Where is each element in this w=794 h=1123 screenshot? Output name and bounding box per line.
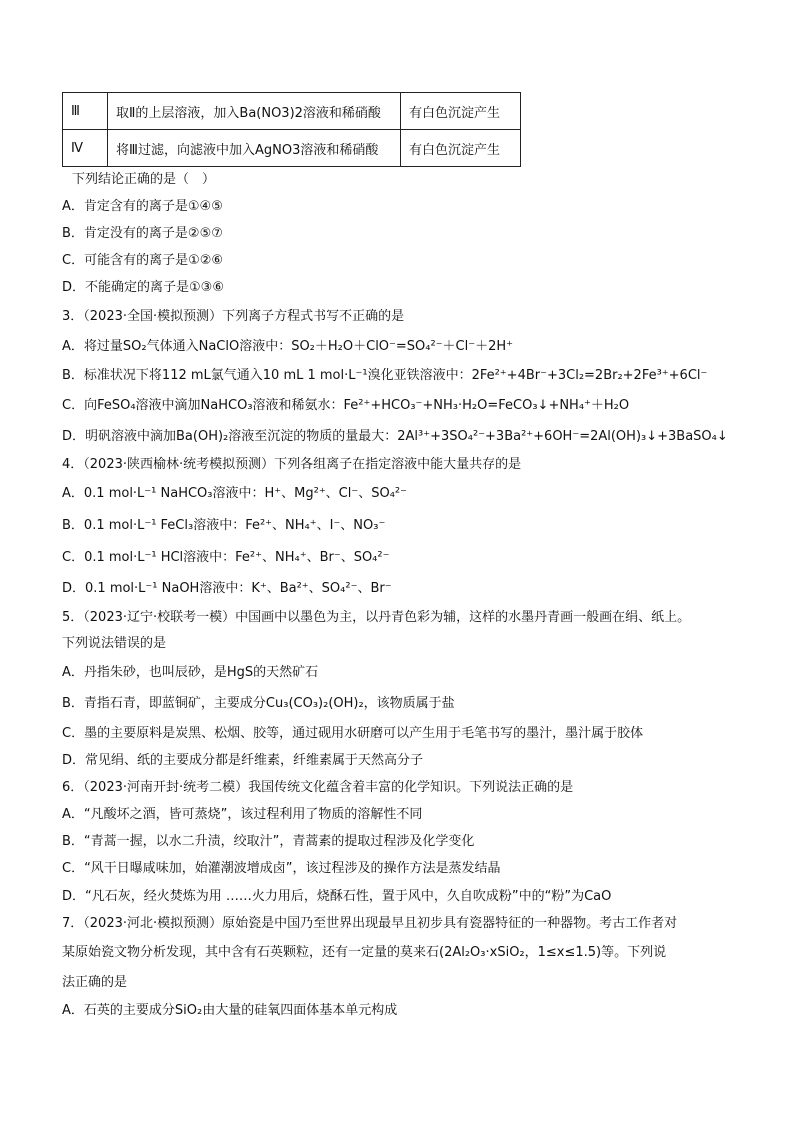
row-step: 将Ⅲ过滤，向滤液中加入AgNO3溶液和稀硝酸: [108, 130, 401, 167]
row-result: 有白色沉淀产生: [401, 93, 521, 130]
row-result: 有白色沉淀产生: [401, 130, 521, 167]
option-d: D．0.1 mol·L⁻¹ NaOH溶液中：K⁺、Ba²⁺、SO₄²⁻、Br⁻: [62, 581, 392, 596]
option-b: B．“青蒿一握，以水二升渍，绞取汁”，青蒿素的提取过程涉及化学变化: [62, 834, 475, 849]
option-a: A．丹指朱砂，也叫辰砂，是HgS的天然矿石: [62, 665, 319, 680]
option-b: B．肯定没有的离子是②⑤⑦: [62, 226, 223, 241]
option-a: A．“凡酸坏之酒，皆可蒸烧”，该过程利用了物质的溶解性不同: [62, 807, 423, 822]
option-d: D．常见绢、纸的主要成分都是纤维素，纤维素属于天然高分子: [62, 753, 424, 768]
option-c: C．可能含有的离子是①②⑥: [62, 253, 224, 268]
option-c: C．0.1 mol·L⁻¹ HCl溶液中：Fe²⁺、NH₄⁺、Br⁻、SO₄²⁻: [62, 550, 390, 565]
option-b: B．青指石青，即蓝铜矿，主要成分Cu₃(CO₃)₂(OH)₂，该物质属于盐: [62, 696, 455, 711]
option-d: D．“凡石灰，经火焚炼为用 ……火力用后，烧酥石性，置于风中，久自吹成粉”中的“粉”为CaO: [62, 889, 612, 904]
question-stem: 下列结论正确的是（ ）: [72, 172, 216, 187]
option-c: C．向FeSO₄溶液中滴加NaHCO₃溶液和稀氨水：Fe²⁺+HCO₃⁻+NH₃·H₂O=FeCO₃↓+NH₄⁺＋H₂O: [62, 398, 630, 413]
question-3-stem: 3．（2023·全国·模拟预测）下列离子方程式书写不正确的是: [62, 309, 405, 324]
option-d: D．明矾溶液中滴加Ba(OH)₂溶液至沉淀的物质的量最大：2Al³⁺+3SO₄²⁻+3Ba²⁺+6OH⁻=2Al(OH)₃↓+3BaSO₄↓: [62, 429, 728, 444]
table-row: [63, 93, 521, 130]
option-a: A．0.1 mol·L⁻¹ NaHCO₃溶液中：H⁺、Mg²⁺、Cl⁻、SO₄²⁻: [62, 486, 407, 501]
option-c: C．墨的主要原料是炭黑、松烟、胶等，通过砚用水研磨可以产生用于毛笔书写的墨汁，墨汁属于胶体: [62, 726, 644, 741]
question-5-stem-cont: 下列说法错误的是: [62, 636, 167, 651]
option-c: C．“风干日曝咸味加，始灌潮波增成卤”，该过程涉及的操作方法是蒸发结晶: [62, 861, 501, 876]
option-a: A．肯定含有的离子是①④⑤: [62, 199, 223, 214]
table-row: [63, 130, 521, 167]
option-a: A．石英的主要成分SiO₂由大量的硅氧四面体基本单元构成: [62, 1003, 398, 1018]
question-7-stem: 7．（2023·河北·模拟预测）原始瓷是中国乃至世界出现最早且初步具有瓷器特征的一种器物。考古工作者对: [62, 916, 678, 931]
question-4-stem: 4．（2023·陕西榆林·统考模拟预测）下列各组离子在指定溶液中能大量共存的是: [62, 457, 522, 472]
row-step: 取Ⅱ的上层溶液，加入Ba(NO3)2溶液和稀硝酸: [108, 93, 401, 130]
option-b: B．标准状况下将112 mL氯气通入10 mL 1 mol·L⁻¹溴化亚铁溶液中：2Fe²⁺+4Br⁻+3Cl₂=2Br₂+2Fe³⁺+6Cl⁻: [62, 368, 708, 383]
row-number: Ⅲ: [63, 93, 108, 130]
question-5-stem: 5．（2023·辽宁·校联考一模）中国画中以墨色为主，以丹青色彩为辅，这样的水墨丹青画一般画在绢、纸上。: [62, 610, 691, 625]
option-d: D．不能确定的离子是①③⑥: [62, 280, 224, 295]
option-b: B．0.1 mol·L⁻¹ FeCl₃溶液中：Fe²⁺、NH₄⁺、I⁻、NO₃⁻: [62, 518, 386, 533]
option-a: A．将过量SO₂气体通入NaClO溶液中：SO₂＋H₂O＋ClO⁻=SO₄²⁻＋Cl⁻＋2H⁺: [62, 339, 514, 354]
question-7-stem-cont: 法正确的是: [62, 975, 128, 990]
question-6-stem: 6．（2023·河南开封·统考二模）我国传统文化蕴含着丰富的化学知识。下列说法正确的是: [62, 780, 574, 795]
row-number: Ⅳ: [63, 130, 108, 167]
experiment-table: [62, 92, 521, 167]
question-7-stem-cont: 某原始瓷文物分析发现，其中含有石英颗粒，还有一定量的莫来石(2Al₂O₃·xSiO₂，1≤x≤1.5)等。下列说: [62, 945, 667, 960]
